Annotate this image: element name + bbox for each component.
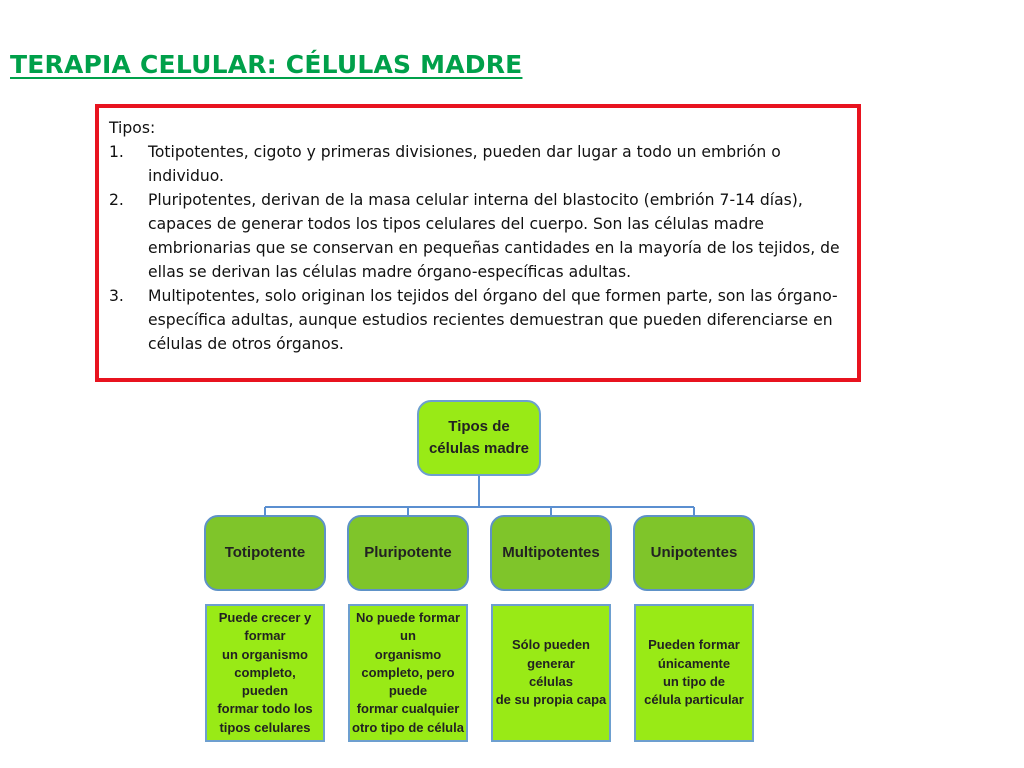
list-item	[109, 140, 849, 188]
type-node-label: Unipotentes	[650, 544, 738, 561]
list-item-text: Totipotentes, cigoto y primeras divisiones, pueden dar lugar a todo un embrión o individuo.	[148, 143, 781, 185]
type-node-label: Totipotente	[224, 544, 306, 561]
desc-node-text: Pueden formar únicamente un tipo de célula particular	[644, 637, 744, 708]
diagram-root-label: Tipos de células madre	[428, 418, 530, 457]
type-node-totipotente	[204, 515, 326, 591]
info-list	[109, 140, 849, 356]
desc-node-totipotente	[205, 604, 325, 742]
page-title: TERAPIA CELULAR: CÉLULAS MADRE	[10, 50, 523, 79]
info-intro: Tipos:	[109, 119, 156, 137]
desc-node-pluripotente	[348, 604, 468, 742]
type-node-label: Multipotentes	[502, 544, 600, 561]
type-node-multipotentes	[490, 515, 612, 591]
list-item-text: Multipotentes, solo originan los tejidos del órgano del que formen parte, son las órgano-específica adultas, aunque estudios recientes demuestran que pueden diferenciarse en células de otros órganos.	[148, 287, 838, 353]
list-item-number: 2.	[109, 191, 124, 209]
diagram-root-node	[417, 400, 541, 476]
type-node-pluripotente	[347, 515, 469, 591]
info-text	[109, 116, 849, 356]
desc-node-multipotentes	[491, 604, 611, 742]
list-item-text: Pluripotentes, derivan de la masa celular interna del blastocito (embrión 7-14 días), capaces de generar todos los tipos celulares del cuerpo. Son las células madre embrionarias que se conservan en pequeñas cantidades en la mayoría de los tejidos, de ellas se derivan las células madre órgano-específicas adultas.	[148, 191, 840, 281]
list-item-number: 3.	[109, 287, 124, 305]
desc-node-text: Sólo pueden generar células de su propia capa	[495, 637, 607, 708]
list-item	[109, 188, 849, 284]
list-item	[109, 284, 849, 356]
type-node-label: Pluripotente	[364, 544, 452, 561]
desc-node-unipotentes	[634, 604, 754, 742]
list-item-number: 1.	[109, 143, 124, 161]
desc-node-text: Puede crecer y formar un organismo completo, pueden formar todo los tipos celulares	[217, 609, 313, 735]
type-node-unipotentes	[633, 515, 755, 591]
desc-node-text: No puede formar un organismo completo, pero puede formar cualquier otro tipo de célula	[352, 609, 464, 735]
info-box	[95, 104, 861, 382]
